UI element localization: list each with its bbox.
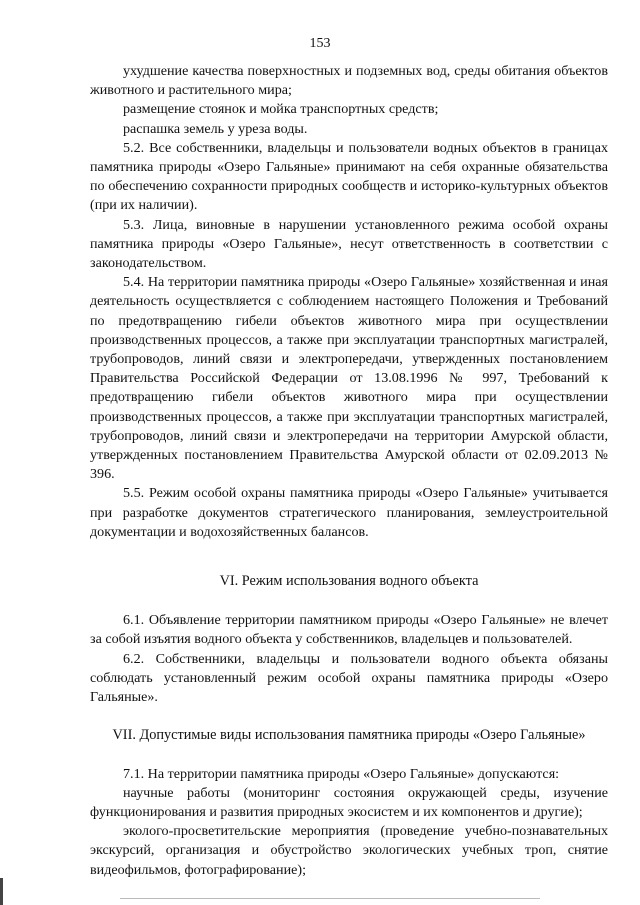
paragraph-5-3: 5.3. Лица, виновные в нарушении установленного режима особой охраны памятника природы «Озеро Гальяные», несут ответственность в соответствии с законодательством. xyxy=(90,216,608,272)
paragraph-5-2: 5.2. Все собственники, владельцы и пользователи водных объектов в границах памятника природы «Озеро Гальяные» принимают на себя охранные обязательства по обеспечению сохранности природных сообществ и историко-культурных объектов (при их наличии). xyxy=(90,139,608,214)
paragraph: распашка земель у уреза воды. xyxy=(123,120,308,137)
paragraph-6-1: 6.1. Объявление территории памятником природы «Озеро Гальяные» не влечет за собой изъятия водного объекта у собственников, владельцев и пользователей. xyxy=(90,612,608,648)
list-item: эколого-просветительские мероприятия (проведение учебно-познавательных экскурсий, организация и обустройство экологических учебных троп, снятие видеофильмов, фотографирование); xyxy=(90,823,608,878)
paragraph-7-1: 7.1. На территории памятника природы «Озеро Гальяные» допускаются: xyxy=(123,765,560,782)
scan-footer-line xyxy=(120,898,540,899)
spacer xyxy=(90,707,608,726)
section-heading-6: VI. Режим использования водного объекта xyxy=(219,573,479,590)
spacer xyxy=(90,542,608,572)
paragraph-5-4: 5.4. На территории памятника природы «Озеро Гальяные» хозяйственная и иная деятельность осуществляется с соблюдением настоящего Положения и Требований по предотвращению гибели объектов животного мира при осуществлении производственных процессов, а также при эксплуатации транспортных магистралей, трубопроводов, линий связи и электропередачи, утвержденных постановлением Правительства Российской Федерации от 13.08.1996 № 997, Требований к предотвращению гибели объектов животного мира при осуществлении производственных процессов, а также при эксплуатации транспортных магистралей, трубопроводов, линий связи и электропередачи на территории Амурской области, утвержденных постановлением Правительства Амурской области от 02.09.2013 № 396. xyxy=(90,274,608,483)
paragraph-5-5: 5.5. Режим особой охраны памятника природы «Озеро Гальяные» учитывается при разработке документов стратегического планирования, землеустроительной документации и водохозяйственных балансов. xyxy=(90,485,608,540)
paragraph: ухудшение качества поверхностных и подземных вод, среды обитания объектов животного и растительного мира; xyxy=(90,63,608,99)
page-number: 153 xyxy=(309,36,331,51)
spacer xyxy=(90,591,608,611)
document-body xyxy=(90,62,608,880)
spacer xyxy=(90,746,608,765)
paragraph: размещение стоянок и мойка транспортных средств; xyxy=(123,101,439,118)
scan-edge-mark xyxy=(0,878,3,905)
list-item: научные работы (мониторинг состояния окружающей среды, изучение функционирования и развития природных экосистем и их компонентов и другие); xyxy=(90,784,608,820)
paragraph-6-2: 6.2. Собственники, владельцы и пользователи водного объекта обязаны соблюдать установленный режим особой охраны памятника природы «Озеро Гальяные». xyxy=(90,650,608,706)
section-heading-7: VII. Допустимые виды использования памятника природы «Озеро Гальяные» xyxy=(112,727,586,744)
